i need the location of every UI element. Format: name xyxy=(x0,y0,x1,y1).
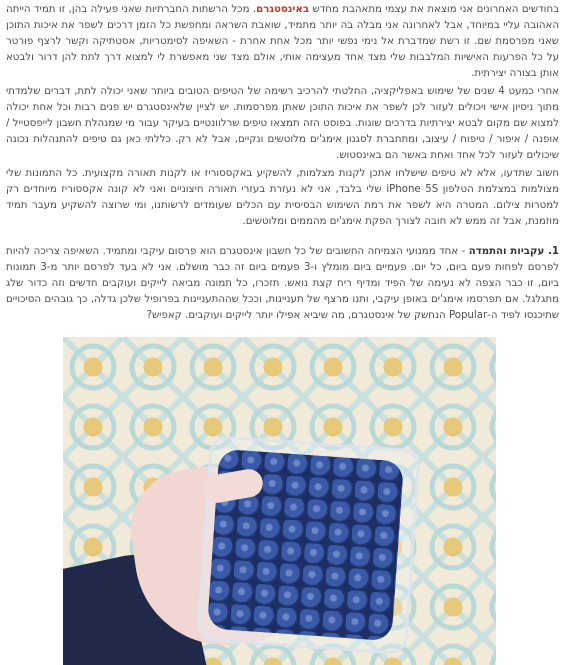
tips-intro-paragraph: אחרי כמעט 4 שנים של שימוש באפליקציה, החלטתי להרכיב רשימה של הטיפים הטובים ביותר שאני יכולה לתת, דברים שלמדתי מתוך ניסיון אישי ויכולים לעזור לכן לשפר את איכות התוכן שאתן מפרסמות. יש לציין שלאינסטגרם יש פנים רבות וכל אחת יכולה למצוא שם מקום לבטא יצירתיות בדרכים שונות. בפוסט הזה תמצאו טיפים שרלוונטיים בעיקר עבור מי שמנהלת חשבון לייפסטייל / אופנה / איפור / טיפוח / עיצוב, ומתחברת לסגנון אימג'ים מלוטשים ונקיים, אבל לא רק. כללתי כאן גם טיפים להתנהלות נכונה שיכולים לעזור לכל אחד ואחת באשר הם באינסטוש. xyxy=(6,86,559,161)
intro-paragraph xyxy=(6,2,559,82)
tip-1-text: - אחד ממנועי הצמיחה החשובים של כל חשבון אינסטגרם הוא פרסום עיקבי ומתמיד. השאיפה צריכה להיות לפרסם לפחות פעם ביום, כל יום. פעמיים ביום מומלץ ו-3 פעמים ביום זה כבר מושלם. אני לא בעד לפרסם יותר מ-3 תמונות ביום, זו כבר הצפה לא נעימה של הפיד ומדיף ריח קצת נואש. תזכרו, כל תמונה מביאה לייקים ועוקבים חדשים וזה כדור שלג מתגלגל. אם תפרסמו אימג'ים באופן עיקבי, ותנו מרצף של תעניינות, וככל שההתעניינות בפרופיל שלכן גדלה, כך גובהים הסיכויים שתיכנסו לפיד ה-Popular הנחשק של אינסטגרם, מה שיביא אפילו יותר לייקים ועוקבים. קאפיש? xyxy=(6,246,560,321)
article-body xyxy=(6,0,559,324)
instagram-link[interactable]: באינסטגרם xyxy=(256,4,310,15)
tip-1-paragraph xyxy=(6,244,559,324)
intro-text-end: . מכל הרשתות החברתיות שאני פעילה בהן, זו תמיד הייתה האהובה עליי במיוחד, אבל לאחרונה אני מבלה בה יותר מתמיד, שואבת השראה ומחפשת כל הזמן דרכים לשפר את איכות התוכן שאני מפרסמת שם. זו רשת שמדברת אל נימי נפשי יותר מכל אחת אחרת - השאיפה לסימטריות, אסטתיקה וקשר לרצף פורטר על כל הפרעות האישיות המלבבות שלי מצד אחד מעצימה אותי, אולם מצד שני מאפשרת לי למצוא דרך לתת להן דרור ולבטא אותן בצורה יצירתית. xyxy=(6,4,559,79)
tip-1-heading: 1. עקביות והתמדה xyxy=(468,246,559,257)
equipment-paragraph: חשוב שתדעו, אלא לא טיפים שישלחו אתכן לקנות מצלמות, להשקיע באקססוריז או לקנות תאורה מקצועית. כל התמונות שלי מצולמות במצלמת הטלפון iPhone 5S שלי בלבד, אני לא נעזרת בעזרי תאורה חיצוניים ואני לא קונה אקססוריז מיוחדים רק למטרות צילום. המטרה היא לשפר את רמת השימוש הבסיסית עם הכלים שעומדים לרשותנו, ומי שרוצה להשקיע מעבר תמיד מוזמנת, אבל זה ממש לא חובה לצורך הפקת אימג'ים מהממים ומלוטשים. xyxy=(6,168,559,227)
intro-text-start: בחודשים האחרונים אני מוצאת את עצמי מתאהבת מחדש xyxy=(309,4,559,15)
blueberries-photo xyxy=(63,337,496,665)
